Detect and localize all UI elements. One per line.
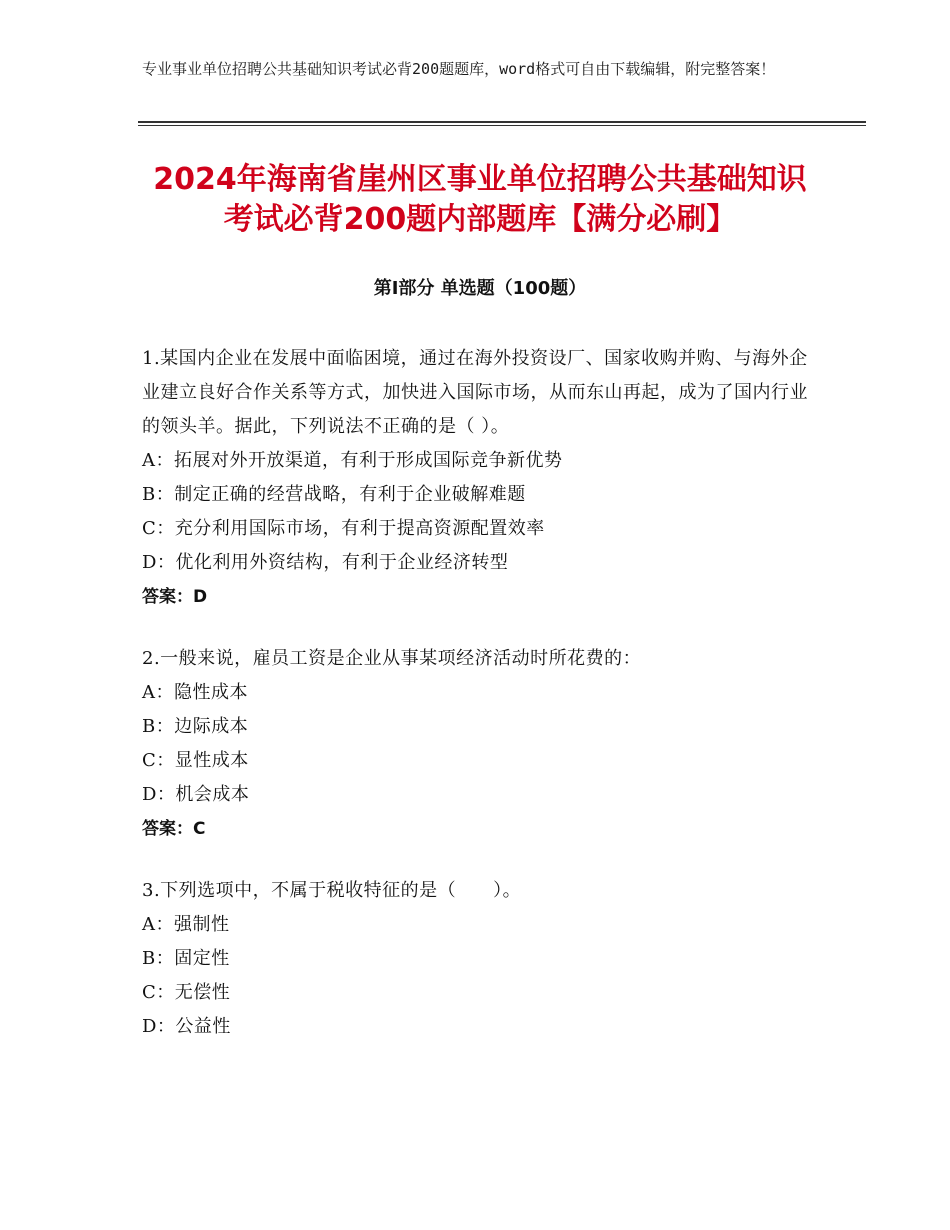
question-3 <box>142 874 822 1044</box>
option-d: D：优化利用外资结构，有利于企业经济转型 <box>142 552 509 573</box>
header-rule-thick <box>138 121 866 123</box>
question-stem: 2.一般来说，雇员工资是企业从事某项经济活动时所花费的： <box>142 648 642 669</box>
option-d: D：公益性 <box>142 1016 231 1037</box>
header-rule-thin <box>138 125 866 126</box>
question-2 <box>142 642 822 846</box>
answer-label: 答案：C <box>142 819 206 839</box>
option-c: C：充分利用国际市场，有利于提高资源配置效率 <box>142 518 545 539</box>
option-b: B：固定性 <box>142 948 230 969</box>
option-b: B：边际成本 <box>142 716 249 737</box>
option-b: B：制定正确的经营战略，有利于企业破解难题 <box>142 484 526 505</box>
header-note: 专业事业单位招聘公共基础知识考试必背200题题库，word格式可自由下载编辑，附完整答案！ <box>142 60 776 78</box>
answer-label: 答案：D <box>142 587 208 607</box>
option-d: D：机会成本 <box>142 784 250 805</box>
option-a: A：拓展对外开放渠道，有利于形成国际竞争新优势 <box>142 450 563 471</box>
document-title: 2024年海南省崖州区事业单位招聘公共基础知识考试必背200题内部题库【满分必刷】 <box>153 162 807 237</box>
question-list <box>142 342 822 1072</box>
option-a: A：强制性 <box>142 914 230 935</box>
option-c: C：显性成本 <box>142 750 249 771</box>
option-a: A：隐性成本 <box>142 682 248 703</box>
question-1 <box>142 342 822 614</box>
question-stem: 3.下列选项中，不属于税收特征的是（ ）。 <box>142 880 522 901</box>
section-title: 第Ⅰ部分 单选题（100题） <box>373 278 587 299</box>
question-stem: 1.某国内企业在发展中面临困境，通过在海外投资设厂、国家收购并购、与海外企业建立良好合作关系等方式，加快进入国际市场，从而东山再起，成为了国内行业的领头羊。据此，下列说法不正确的是（ ）。 <box>142 348 808 437</box>
option-c: C：无偿性 <box>142 982 231 1003</box>
